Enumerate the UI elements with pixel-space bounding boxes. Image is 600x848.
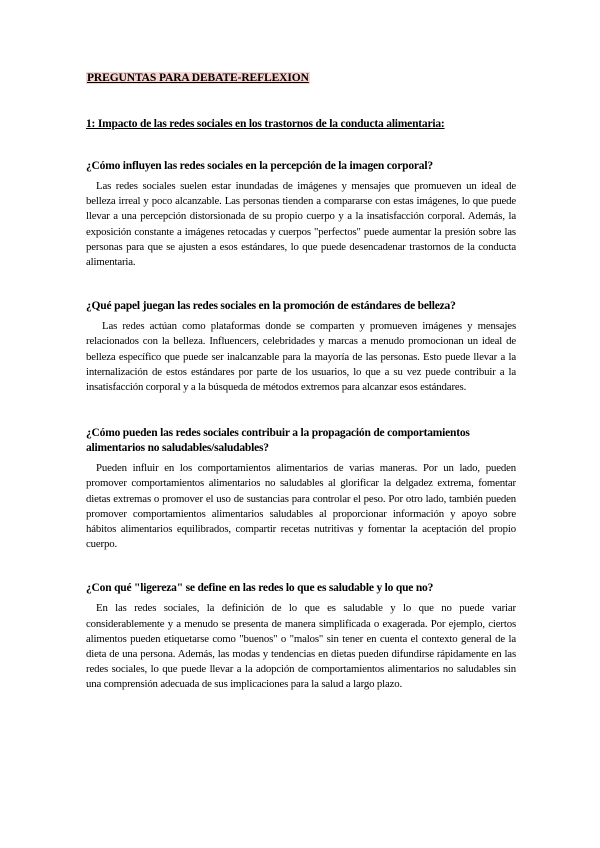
answer-1: Las redes sociales suelen estar inundadas de imágenes y mensajes que promueven un ideal de belleza irreal y poco alcanzable. Las personas tienden a compararse con estas imágenes, lo que puede llevar a una percepción distorsionada de su propio cuerpo y a la insatisfacción corporal. Además, la exposición constante a imágenes retocadas y cuerpos "perfectos" puede aumentar la presión sobre las personas para que se ajusten a esos estándares, lo que puede desencadenar trastornos de la conducta alimentaria.: [86, 180, 516, 269]
question-4: ¿Con qué "ligereza" se define en las redes lo que es saludable y lo que no?: [86, 582, 434, 595]
qa-block-3: [86, 426, 516, 552]
qa-block-1: [86, 159, 516, 270]
answer-3: Pueden influir en los comportamientos alimentarios de varias maneras. Por un lado, pueden promover comportamientos alimentarios no saludables al glorificar la delgadez extrema, fomentar dietas extremas o promover el uso de sustancias para controlar el peso. Por otro lado, también pueden promover comportamientos alimentarios saludables al proporcionar información y apoyo sobre hábitos alimentarios equilibrados, compartir recetas nutritivas y fomentar la aceptación del propio cuerpo.: [86, 462, 516, 551]
answer-4: En las redes sociales, la definición de lo que es saludable y lo que no puede variar considerablemente y a menudo se presenta de manera simplificada o exagerada. Por ejemplo, ciertos alimentos pueden etiquetarse como "buenos" o "malos" sin tener en cuenta el contexto general de la dieta de una persona. Además, las modas y tendencias en dietas pueden difundirse rápidamente en las redes sociales, lo que puede llevar a la adopción de comportamientos alimentarios no saludables sin una comprensión adecuada de sus implicaciones para la salud a largo plazo.: [86, 602, 516, 691]
question-1: ¿Cómo influyen las redes sociales en la percepción de la imagen corporal?: [86, 160, 433, 172]
question-2: ¿Qué papel juegan las redes sociales en la promoción de estándares de belleza?: [86, 300, 456, 313]
answer-2: Las redes actúan como plataformas donde se comparten y promueven imágenes y mensajes relacionados con la belleza. Influencers, celebridades y marcas a menudo promocionan un ideal de belleza específico que puede ser inalcanzable para la mayoría de las personas. Esto puede llevar a la internalización de estos estándares por parte de los usuarios, lo que a su vez puede contribuir a la insatisfacción corporal y a la búsqueda de métodos extremos para alcanzar esos estándares.: [86, 320, 516, 394]
qa-block-2: [86, 299, 516, 395]
question-3: ¿Cómo pueden las redes sociales contribuir a la propagación de comportamientos alimentarios no saludables/saludables?: [86, 427, 470, 455]
document-content: [86, 68, 516, 693]
qa-block-4: [86, 581, 516, 692]
section-title: 1: Impacto de las redes sociales en los trastornos de la conducta alimentaria:: [86, 118, 445, 130]
main-title-wrapper: [86, 68, 516, 86]
main-title: PREGUNTAS PARA DEBATE-REFLEXION: [87, 72, 309, 84]
